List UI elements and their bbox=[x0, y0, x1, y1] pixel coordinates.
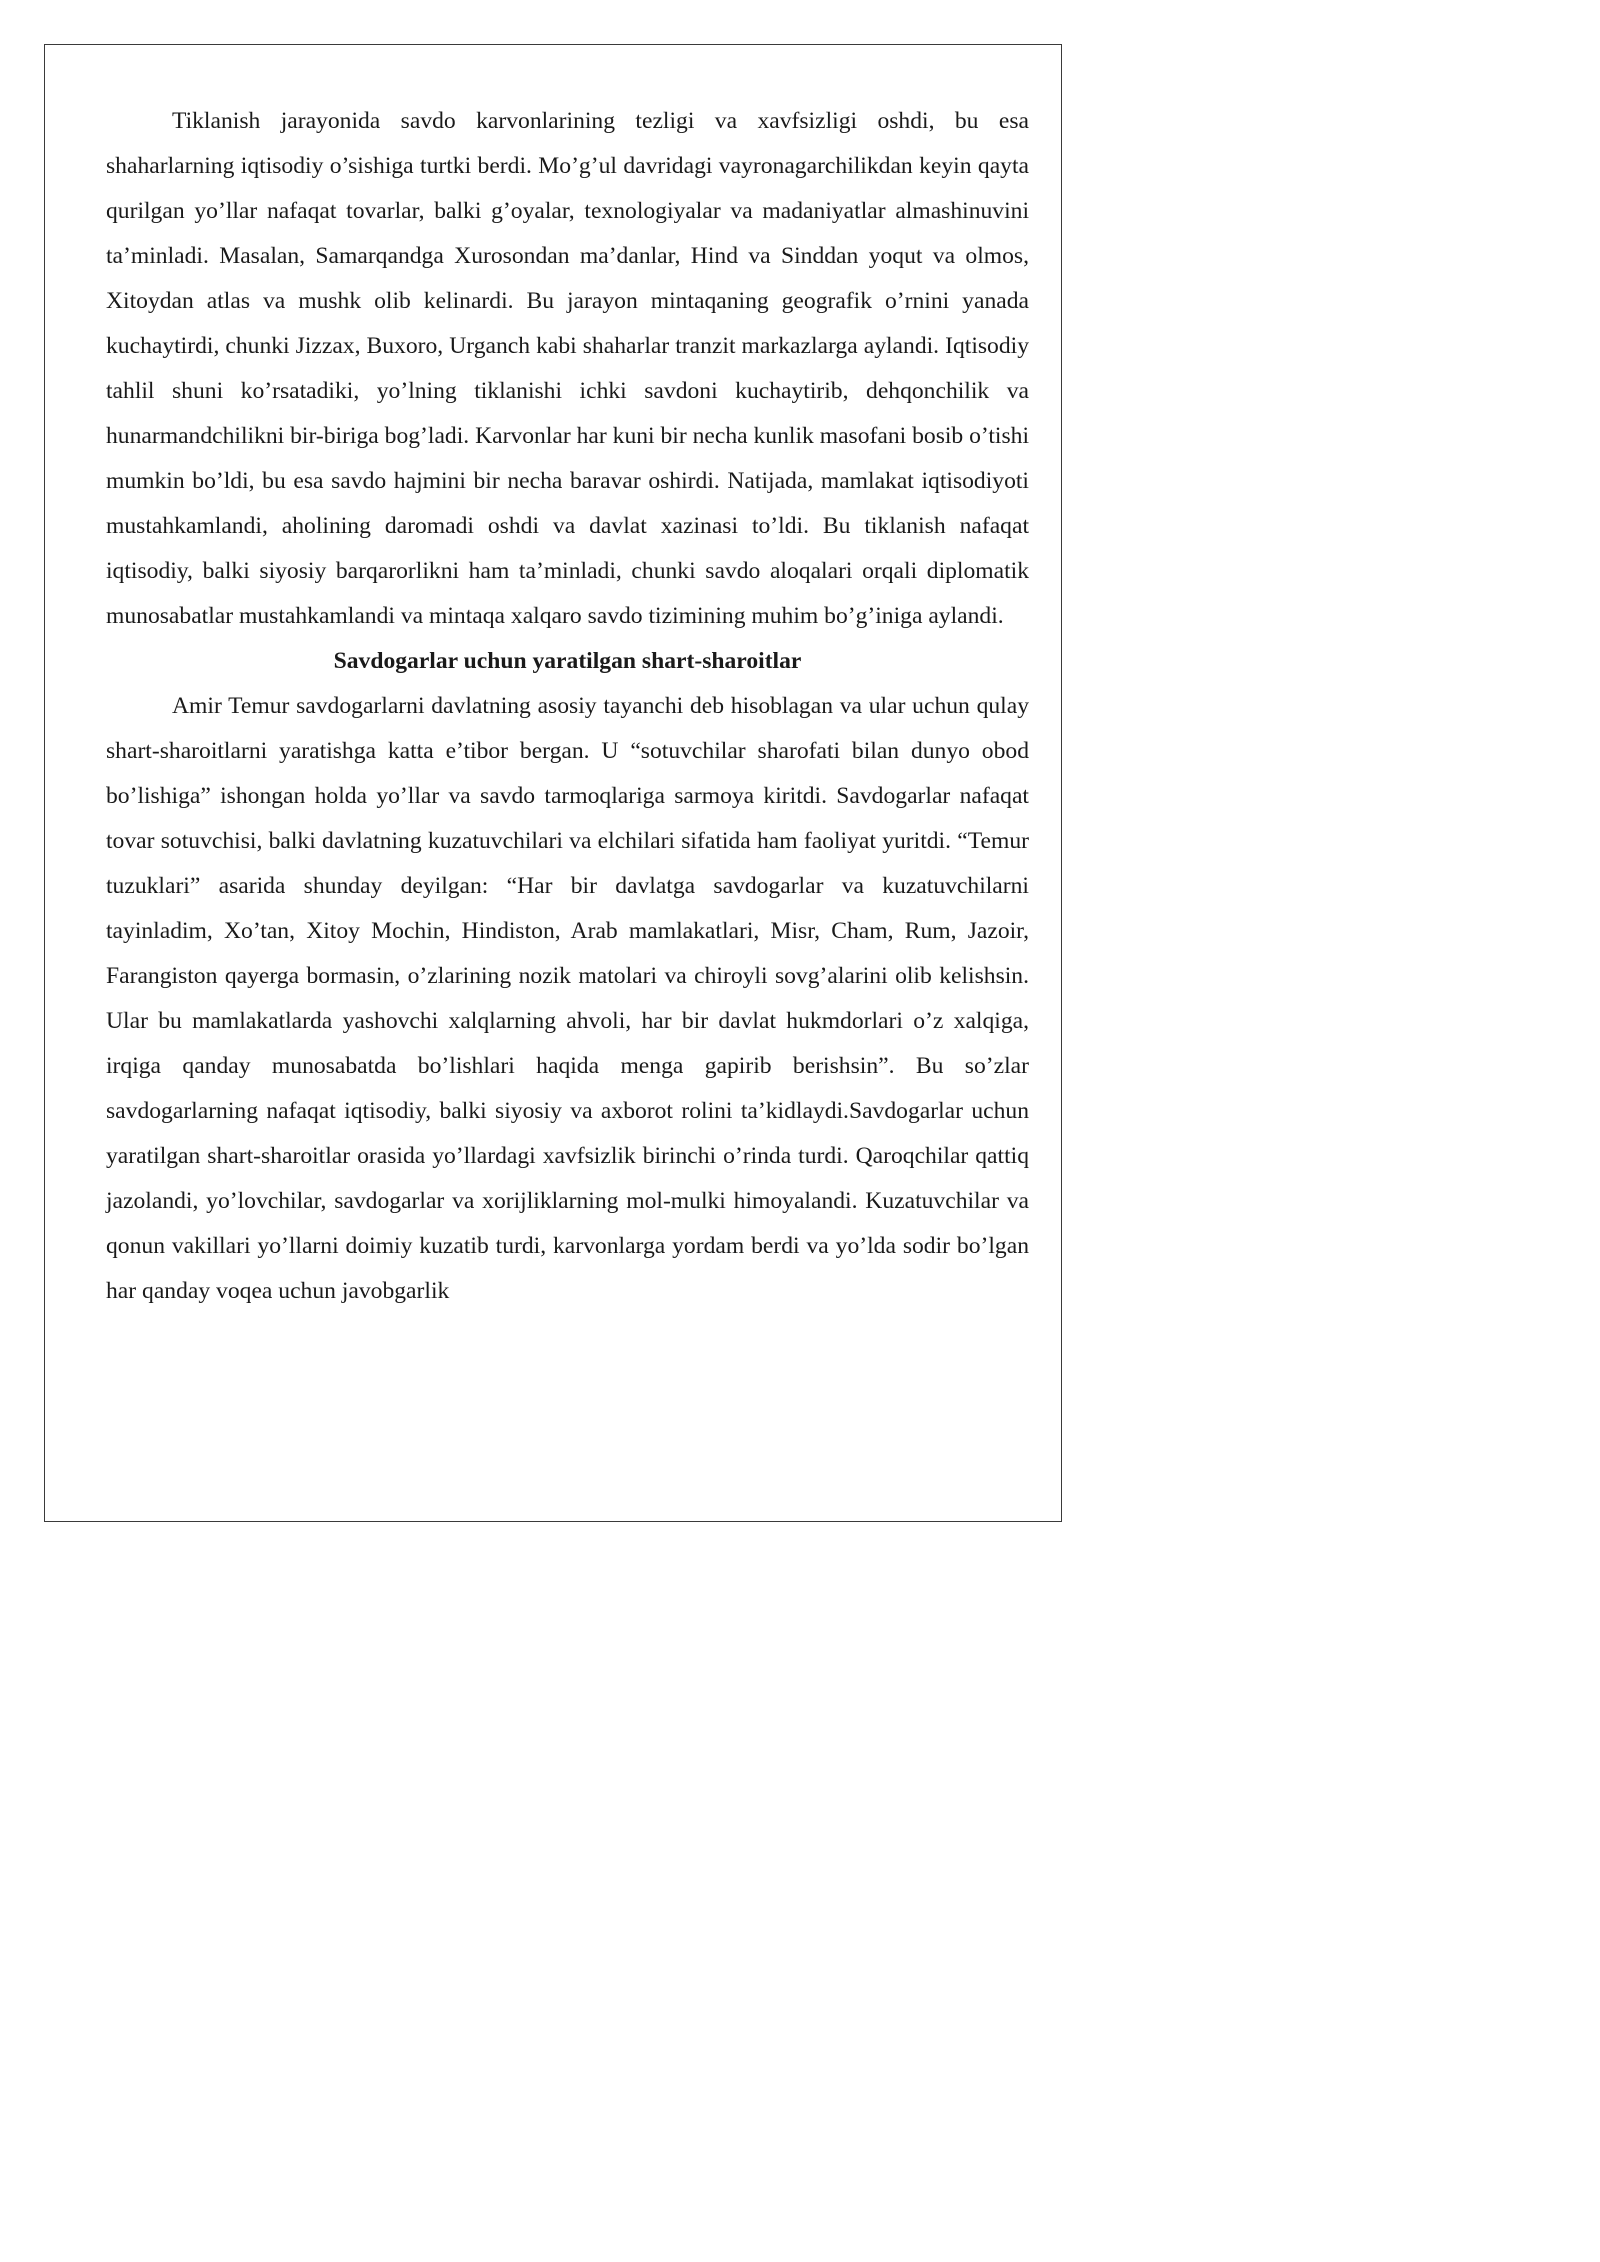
document-body bbox=[106, 99, 1029, 1314]
section-heading: Savdogarlar uchun yaratilgan shart-sharoitlar bbox=[333, 648, 802, 674]
paragraph-merchants: Amir Temur savdogarlarni davlatning asosiy tayanchi deb hisoblagan va ular uchun qulay shart-sharoitlarni yaratishga katta e’tibor bergan. U “sotuvchilar sharofati bilan dunyo obod bo’lishiga” ishongan holda yo’llar va savdo tarmoqlariga sarmoya kiritdi. Savdogarlar nafaqat tovar sotuvchisi, balki davlatning kuzatuvchilari va elchilari sifatida ham faoliyat yuritdi. “Temur tuzuklari” asarida shunday deyilgan: “Har bir davlatga savdogarlar va kuzatuvchilarni tayinladim, Xo’tan, Xitoy Mochin, Hindiston, Arab mamlakatlari, Misr, Cham, Rum, Jazoir, Farangiston qayerga bormasin, o’zlarining nozik matolari va chiroyli sovg’alarini olib kelishsin. Ular bu mamlakatlarda yashovchi xalqlarning ahvoli, har bir davlat hukmdorlari o’z xalqiga, irqiga qanday munosabatda bo’lishlari haqida menga gapirib berishsin”. Bu so’zlar savdogarlarning nafaqat iqtisodiy, balki siyosiy va axborot rolini ta’kidlaydi.Savdogarlar uchun yaratilgan shart-sharoitlar orasida yo’llardagi xavfsizlik birinchi o’rinda turdi. Qaroqchilar qattiq jazolandi, yo’lovchilar, savdogarlar va xorijliklarning mol-mulki himoyalandi. Kuzatuvchilar va qonun vakillari yo’llarni doimiy kuzatib turdi, karvonlarga yordam berdi va yo’lda sodir bo’lgan har qanday voqea uchun javobgarlik bbox=[106, 693, 1029, 1304]
paragraph-trade-routes: Tiklanish jarayonida savdo karvonlarining tezligi va xavfsizligi oshdi, bu esa shaharlarning iqtisodiy o’sishiga turtki berdi. Mo’g’ul davridagi vayronagarchilikdan keyin qayta qurilgan yo’llar nafaqat tovarlar, balki g’oyalar, texnologiyalar va madaniyatlar almashinuvini ta’minladi. Masalan, Samarqandga Xurosondan ma’danlar, Hind va Sinddan yoqut va olmos, Xitoydan atlas va mushk olib kelinardi. Bu jarayon mintaqaning geografik o’rnini yanada kuchaytirdi, chunki Jizzax, Buxoro, Urganch kabi shaharlar tranzit markazlarga aylandi. Iqtisodiy tahlil shuni ko’rsatadiki, yo’lning tiklanishi ichki savdoni kuchaytirib, dehqonchilik va hunarmandchilikni bir-biriga bog’ladi. Karvonlar har kuni bir necha kunlik masofani bosib o’tishi mumkin bo’ldi, bu esa savdo hajmini bir necha baravar oshirdi. Natijada, mamlakat iqtisodiyoti mustahkamlandi, aholining daromadi oshdi va davlat xazinasi to’ldi. Bu tiklanish nafaqat iqtisodiy, balki siyosiy barqarorlikni ham ta’minladi, chunki savdo aloqalari orqali diplomatik munosabatlar mustahkamlandi va mintaqa xalqaro savdo tizimining muhim bo’g’iniga aylandi. bbox=[106, 108, 1029, 629]
